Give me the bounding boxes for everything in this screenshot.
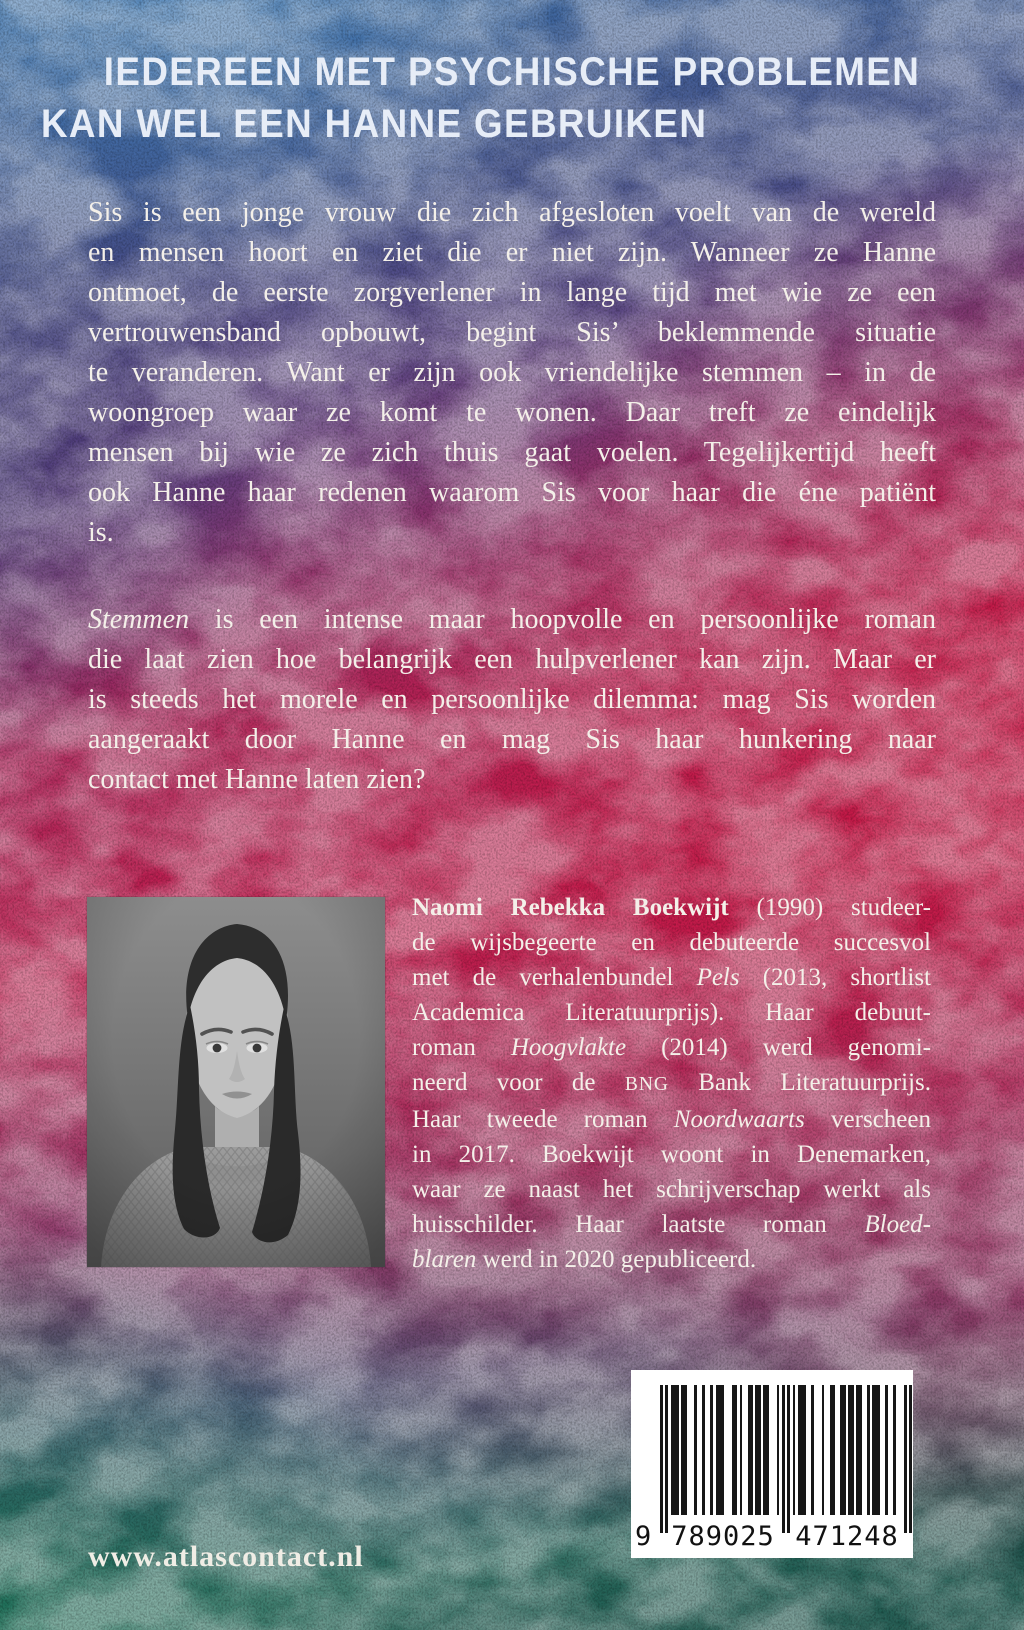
cover-tagline: IEDEREEN MET PSYCHISCHE PROBLEMEN KAN WEL EEN HANNE GEBRUIKEN xyxy=(40,50,921,146)
barcode-digit-group: 789025 xyxy=(671,1521,775,1552)
barcode-digit-group: 9 xyxy=(635,1521,652,1552)
author-bio: Naomi Rebekka Boekwijt (1990) studeer- de wijsbegeerte en debuteerde succesvol met de verhalenbundel Pels (2013, shortlist Academica Literatuurprijs). Haar debuut- roman Hoogvlakte (2014) werd genomi- neerd voor de BNG Bank Literatuurprijs. Haar tweede roman Noordwaarts verscheen in 2017. Boekwijt woont in Denemarken, waar ze naast het schrijverschap werkt als huisschilder. Haar laatste roman Bloed- blaren werd in 2020 gepubliceerd. xyxy=(412,894,931,1273)
barcode-digits xyxy=(635,1521,909,1552)
synopsis-paragraph-1: Sis is een jonge vrouw die zich afgesloten voelt van de wereld en mensen hoort en ziet die er niet zijn. Wanneer ze Hanne ontmoet, de eerste zorgverlener in lange tijd met wie ze een vertrouwensband opbouwt, begint Sis’ beklemmende situatie te veranderen. Want er zijn ook vriendelijke stemmen – in de woongroep waar ze komt te wonen. Daar treft ze eindelijk mensen bij wie ze zich thuis gaat voelen. Tegelijkertijd heeft ook Hanne haar redenen waarom Sis voor haar die éne patiënt is. xyxy=(88,197,936,548)
barcode-digit-group: 471248 xyxy=(795,1521,899,1552)
author-photo xyxy=(87,897,385,1267)
publisher-website-url: www.atlascontact.nl xyxy=(88,1540,364,1573)
barcode-bars xyxy=(660,1385,912,1533)
isbn-barcode xyxy=(631,1370,913,1558)
author-portrait-illustration xyxy=(87,897,385,1267)
synopsis-paragraph-2: Stemmen is een intense maar hoopvolle en persoonlijke roman die laat zien hoe belangrijk een hulpverlener kan zijn. Maar er is steeds het morele en persoonlijke dilemma: mag Sis worden aangeraakt door Hanne en mag Sis haar hunkering naar contact met Hanne laten zien? xyxy=(88,604,936,795)
